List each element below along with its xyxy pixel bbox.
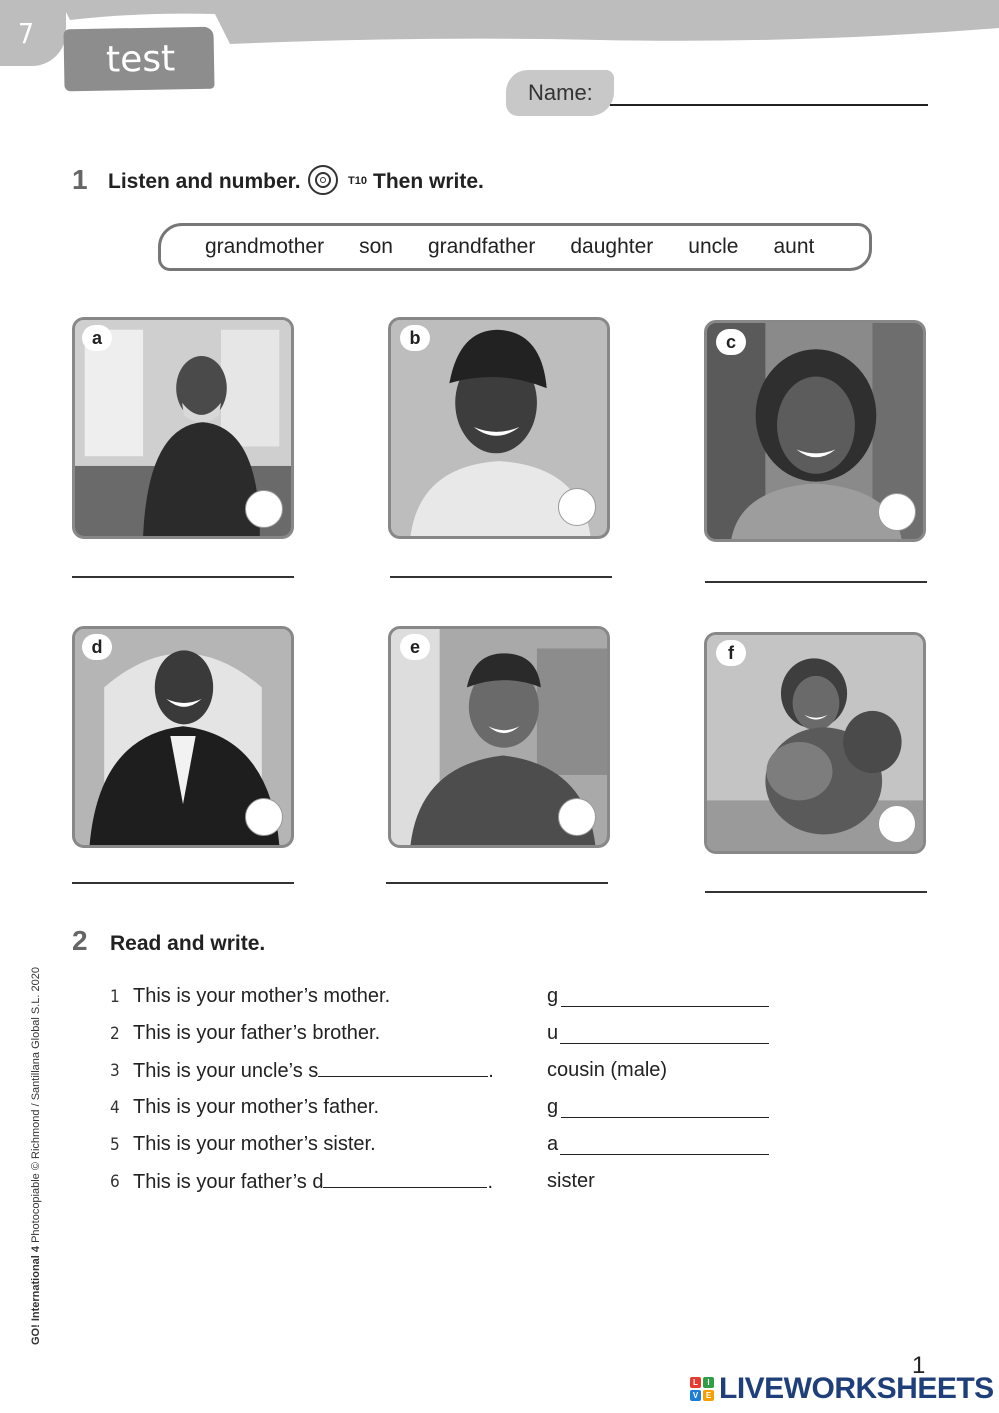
photo-f-answer-line[interactable] — [705, 891, 927, 893]
question-text-end: . — [488, 1060, 494, 1082]
photo-c-answer-line[interactable] — [705, 581, 927, 583]
word-bank-item: son — [359, 235, 393, 258]
question-text: This is your father’s brother. — [133, 1022, 381, 1044]
logo-squares-icon — [690, 1377, 714, 1401]
track-number: T10 — [348, 175, 367, 187]
question-text: This is your mother’s father. — [133, 1096, 380, 1118]
photo-d-letter: d — [82, 634, 112, 660]
photo-e-number-circle[interactable] — [558, 798, 596, 836]
photo-e-answer-line[interactable] — [386, 882, 608, 884]
photo-a-letter: a — [82, 325, 112, 351]
answer-prefix: g — [547, 985, 559, 1007]
question-number: 2 — [110, 1024, 120, 1044]
answer-prefix: u — [547, 1022, 559, 1044]
question-text: This is your mother’s sister. — [133, 1133, 376, 1155]
liveworksheets-logo[interactable] — [690, 1372, 994, 1406]
question-number: 5 — [110, 1135, 120, 1155]
answer-blank[interactable] — [560, 1043, 769, 1044]
word-bank-item: uncle — [688, 235, 739, 258]
logo-text: LIVEWORKSHEETS — [719, 1372, 994, 1405]
logo-square: V — [690, 1390, 701, 1401]
photo-d-number-circle[interactable] — [245, 798, 283, 836]
answer-word: cousin (male) — [547, 1059, 668, 1081]
answer-prefix: a — [547, 1133, 559, 1155]
page-number: 1 — [912, 1352, 926, 1379]
unit-number-tab: 7 — [0, 0, 66, 66]
answer-blank[interactable] — [560, 1154, 769, 1155]
word-bank-item: grandfather — [427, 235, 536, 258]
photo-c-letter: c — [716, 329, 746, 355]
credit-text: Photocopiable © Richmond / Santillana Global S.L. 2020 — [30, 966, 42, 1246]
section-2-instruction: Read and write. — [110, 932, 266, 955]
logo-square: L — [690, 1377, 701, 1388]
photo-b-answer-line[interactable] — [390, 576, 612, 578]
photo-b-letter: b — [400, 325, 430, 351]
word-bank-item: aunt — [773, 235, 815, 258]
answer-blank[interactable] — [561, 1117, 769, 1118]
question-text: This is your mother’s mother. — [133, 985, 391, 1007]
question-text-start: This is your uncle’s s — [133, 1060, 319, 1082]
audio-cd-icon[interactable] — [308, 165, 338, 195]
word-bank — [158, 223, 872, 271]
section-2-number: 2 — [72, 925, 88, 956]
photo-a-answer-line[interactable] — [72, 576, 294, 578]
question-text-start: This is your father’s d — [133, 1171, 324, 1193]
word-bank-item: grandmother — [205, 235, 325, 258]
photo-c-number-circle[interactable] — [878, 493, 916, 531]
name-input-line[interactable] — [610, 104, 928, 106]
test-label-tab: test — [63, 27, 214, 92]
answer-word: sister — [547, 1170, 595, 1192]
question-text — [133, 1170, 493, 1194]
question-text-end: . — [487, 1171, 494, 1193]
credit-title: GO! International 4 — [30, 1245, 42, 1345]
question-number: 3 — [110, 1061, 120, 1081]
logo-square: I — [703, 1377, 714, 1388]
photo-b-number-circle[interactable] — [558, 488, 596, 526]
photo-e-letter: e — [400, 634, 430, 660]
copyright-credit — [30, 945, 42, 1345]
section-1-number: 1 — [72, 164, 88, 195]
question-inline-blank[interactable] — [323, 1170, 487, 1188]
question-text — [133, 1059, 494, 1083]
question-inline-blank[interactable] — [318, 1059, 488, 1077]
question-number: 6 — [110, 1172, 120, 1192]
word-bank-item: daughter — [570, 235, 654, 258]
answer-prefix: g — [547, 1096, 559, 1118]
photo-f-number-circle[interactable] — [878, 805, 916, 843]
photo-a-number-circle[interactable] — [245, 490, 283, 528]
section-1-instruction-b: Then write. — [373, 170, 484, 193]
question-number: 4 — [110, 1098, 120, 1118]
logo-square: E — [703, 1390, 714, 1401]
question-number: 1 — [110, 987, 120, 1007]
section-1-instruction-a: Listen and number. — [108, 170, 301, 193]
photo-f-letter: f — [716, 640, 746, 666]
name-label: Name: — [506, 70, 614, 116]
answer-blank[interactable] — [561, 1006, 769, 1007]
photo-d-answer-line[interactable] — [72, 882, 294, 884]
